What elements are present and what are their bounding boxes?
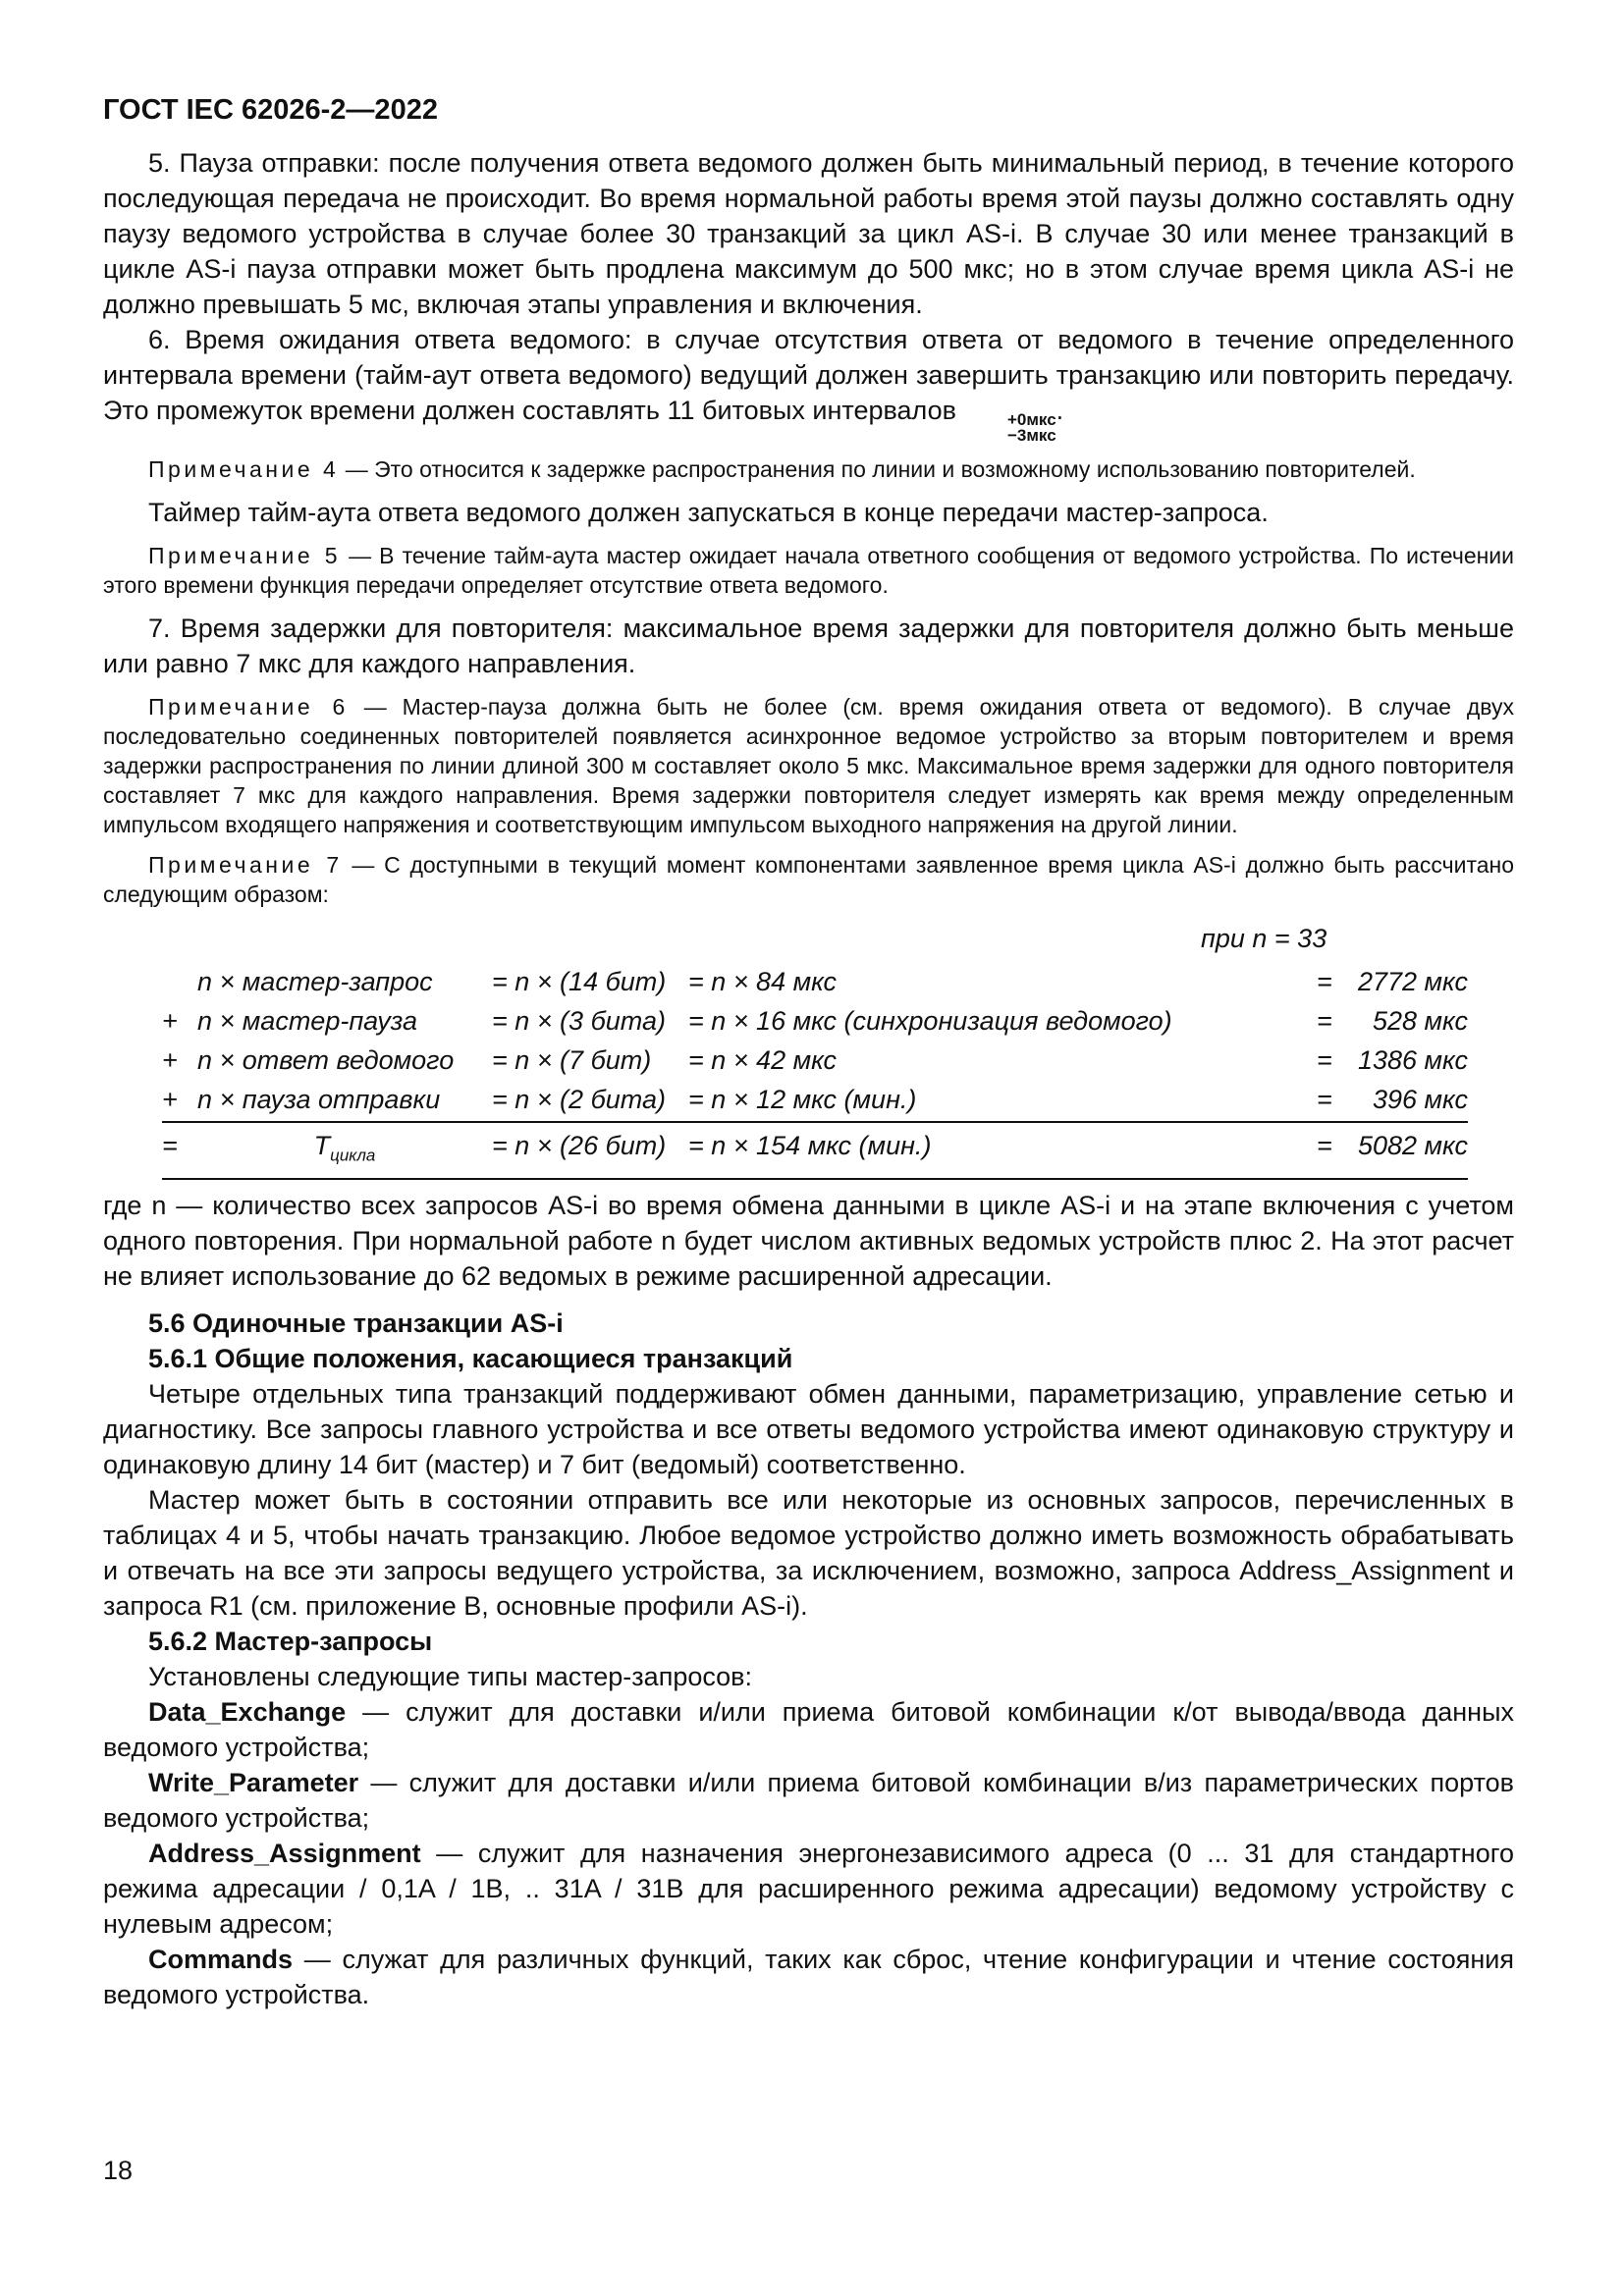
cycle-symbol: T xyxy=(313,1131,331,1160)
cycle-symbol-subscript: цикла xyxy=(330,1146,376,1165)
table-row-slave-response xyxy=(162,1041,1468,1080)
row-bits: = n × (3 бита) xyxy=(492,1006,666,1036)
row-term xyxy=(197,1126,492,1175)
request-desc-data-exchange: — служит для доставки и/или приема битовой комбинации к/от вывода/ввода данных ведомого устройства; xyxy=(103,1697,1514,1763)
note-7-label: Примечание 7 xyxy=(148,852,343,878)
row-value: 1386 мкс xyxy=(1357,1045,1468,1075)
request-desc-commands: — служат для различных функций, таких как сброс, чтение конфигурации и чтение состояния ведомого устройства. xyxy=(103,1945,1514,2010)
paragraph-response-timeout xyxy=(103,322,1514,444)
row-term: n × пауза отправки xyxy=(197,1085,441,1114)
heading-5-6: 5.6 Одиночные транзакции AS-i xyxy=(148,1308,564,1339)
paragraph-data-exchange xyxy=(103,1694,1514,1765)
note-7-text: — С доступными в текущий момент компонентами заявленное время цикла AS-i должно быть рассчитано следующим образом: xyxy=(103,852,1514,907)
row-operator: + xyxy=(162,1006,178,1036)
paragraph-timer: Таймер тайм-аута ответа ведомого должен запускаться в конце передачи мастер-запроса. xyxy=(148,498,1269,527)
row-operator: = xyxy=(162,1131,178,1160)
request-name-data-exchange: Data_Exchange xyxy=(148,1697,347,1728)
paragraph-four-transactions: Четыре отдельных типа транзакций поддерживают обмен данными, параметризацию, управление сетью и диагностику. Все запросы главного устройства и все ответы ведомого устройства имеют одинаковую структуру и одинаковую длину 14 бит (мастер) и 7 бит (ведомый) соответственно. xyxy=(103,1379,1514,1480)
row-time: = n × 42 мкс xyxy=(688,1045,838,1075)
row-equals: = xyxy=(1317,1085,1332,1114)
paragraph-sending-pause: 5. Пауза отправки: после получения ответа ведомого должен быть минимальный период, в течение которого последующая передача не происходит. Во время нормальной работы время этой паузы должно составлять одну паузу ведомого устройства в случае более 30 транзакций за цикл AS-i. В случае 30 или менее транзакций в цикле AS-i пауза отправки может быть продлена максимум до 500 мкс; но в этом случае время цикла AS-i не должно превышать 5 мс, включая этапы управления и включения. xyxy=(103,148,1514,319)
request-name-commands: Commands xyxy=(148,1945,294,1975)
paragraph-where-n: где n — количество всех запросов AS-i во время обмена данными в цикле AS-i и на этапе включения с учетом одного повторения. При нормальной работе n будет числом активных ведомых устройств плюс 2. На этот расчет не влияет использование до 62 ведомых в режиме расширенной адресации. xyxy=(103,1191,1514,1292)
row-value: 5082 мкс xyxy=(1357,1131,1468,1160)
row-time: = n × 12 мкс (мин.) xyxy=(688,1085,917,1114)
request-name-write-parameter: Write_Parameter xyxy=(148,1768,359,1798)
row-bits: = n × (14 бит) xyxy=(492,967,667,996)
row-time: = n × 154 мкс (мин.) xyxy=(688,1131,932,1160)
heading-5-6-1: 5.6.1 Общие положения, касающиеся транзакций xyxy=(148,1344,793,1374)
note-4 xyxy=(103,454,1514,484)
note-5-label: Примечание 5 xyxy=(148,543,342,568)
tolerance-upper: +0мкс xyxy=(1006,410,1056,429)
page-number: 18 xyxy=(103,2156,134,2185)
row-equals: = xyxy=(1317,1006,1332,1036)
table-row-cycle-total xyxy=(162,1123,1468,1180)
table-row-master-pause xyxy=(162,1001,1468,1041)
paragraph-commands xyxy=(103,1942,1514,2012)
row-time: = n × 84 мкс xyxy=(688,967,838,996)
note-5 xyxy=(103,541,1514,600)
row-equals: = xyxy=(1317,1045,1332,1075)
paragraph-response-timeout-text: 6. Время ожидания ответа ведомого: в случае отсутствия ответа от ведомого в течение определенного интервала времени (тайм-аут ответа ведомого) ведущий должен завершить транзакцию или повторить передачу. Это промежуток времени должен составлять 11 битовых интервалов xyxy=(103,325,1514,425)
paragraph-address-assignment xyxy=(103,1836,1514,1942)
document-header: ГОСТ IEC 62026-2—2022 xyxy=(103,94,438,126)
note-4-text: — Это относится к задержке распространения по линии и возможному использованию повторителей. xyxy=(339,456,1416,482)
row-bits: = n × (7 бит) xyxy=(492,1045,652,1075)
paragraph-request-types: Установлены следующие типы мастер-запросов: xyxy=(148,1662,753,1692)
note-6 xyxy=(103,692,1514,839)
row-operator: + xyxy=(162,1045,178,1075)
row-operator: + xyxy=(162,1085,178,1114)
request-name-address-assignment: Address_Assignment xyxy=(148,1839,421,1869)
row-term: n × мастер-пауза xyxy=(197,1006,418,1036)
row-time: = n × 16 мкс (синхронизация ведомого) xyxy=(688,1006,1172,1036)
note-5-text: — В течение тайм-аута мастер ожидает начала ответного сообщения от ведомого устройства. По истечении этого времени функция передачи определяет отсутствие ответа ведомого. xyxy=(103,543,1515,598)
paragraph-response-timeout-period: . xyxy=(1056,396,1064,425)
table-row-sending-pause xyxy=(162,1080,1468,1123)
row-bits: = n × (2 бита) xyxy=(492,1085,666,1114)
note-6-label: Примечание 6 xyxy=(148,694,349,720)
row-value: 396 мкс xyxy=(1372,1085,1468,1114)
row-term: n × мастер-запрос xyxy=(197,967,433,996)
cycle-time-table xyxy=(162,962,1468,1180)
note-6-text: — Мастер-пауза должна быть не более (см. время ожидания ответа от ведомого). В случае двух последовательно соединенных повторителей появляется асинхронное ведомое устройство за вторым повторителем и время задержки распространения по линии длиной 300 м составляет около 5 мкс. Максимальное время задержки для одного повторителя составляет 7 мкс для каждого направления. Время задержки повторителя следует измерять как время между определенным импульсом входящего напряжения и соответствующим импульсом выходного напряжения на другой линии. xyxy=(103,694,1514,837)
tolerance-lower: −3мкс xyxy=(1006,426,1056,445)
note-4-label: Примечание 4 xyxy=(148,456,340,482)
row-value: 2772 мкс xyxy=(1357,967,1468,996)
row-bits: = n × (26 бит) xyxy=(492,1131,667,1160)
row-term: n × ответ ведомого xyxy=(197,1045,455,1075)
paragraph-repeater-delay: 7. Время задержки для повторителя: максимальное время задержки для повторителя должно быть меньше или равно 7 мкс для каждого направления. xyxy=(103,614,1514,678)
paragraph-master-requests-intro: Мастер может быть в состоянии отправить все или некоторые из основных запросов, перечисленных в таблицах 4 и 5, чтобы начать транзакцию. Любое ведомое устройство должно иметь возможность обрабатывать и отвечать на все эти запросы ведущего устройства, за исключением, возможно, запроса Address_Assignment и запроса R1 (см. приложение B, основные профили AS-i). xyxy=(103,1485,1514,1622)
row-equals: = xyxy=(1317,1131,1332,1160)
row-equals: = xyxy=(1317,967,1332,996)
tolerance-fraction xyxy=(962,412,1056,444)
request-desc-address-assignment: — служит для назначения энергонезависимого адреса (0 ... 31 для стандартного режима адресации / 0,1A / 1B, .. 31A / 31B для расширенного режима адресации) ведомому устройству с нулевым адресом; xyxy=(103,1839,1514,1940)
table-row-master-request xyxy=(162,962,1468,1001)
paragraph-write-parameter xyxy=(103,1765,1514,1836)
note-7 xyxy=(103,850,1514,909)
table-caption: при n = 33 xyxy=(1201,924,1327,953)
request-desc-write-parameter: — служит для доставки и/или приема битовой комбинации в/из параметрических портов ведомого устройства; xyxy=(103,1768,1514,1834)
heading-5-6-2: 5.6.2 Мастер-запросы xyxy=(148,1627,433,1657)
row-value: 528 мкс xyxy=(1372,1006,1468,1036)
